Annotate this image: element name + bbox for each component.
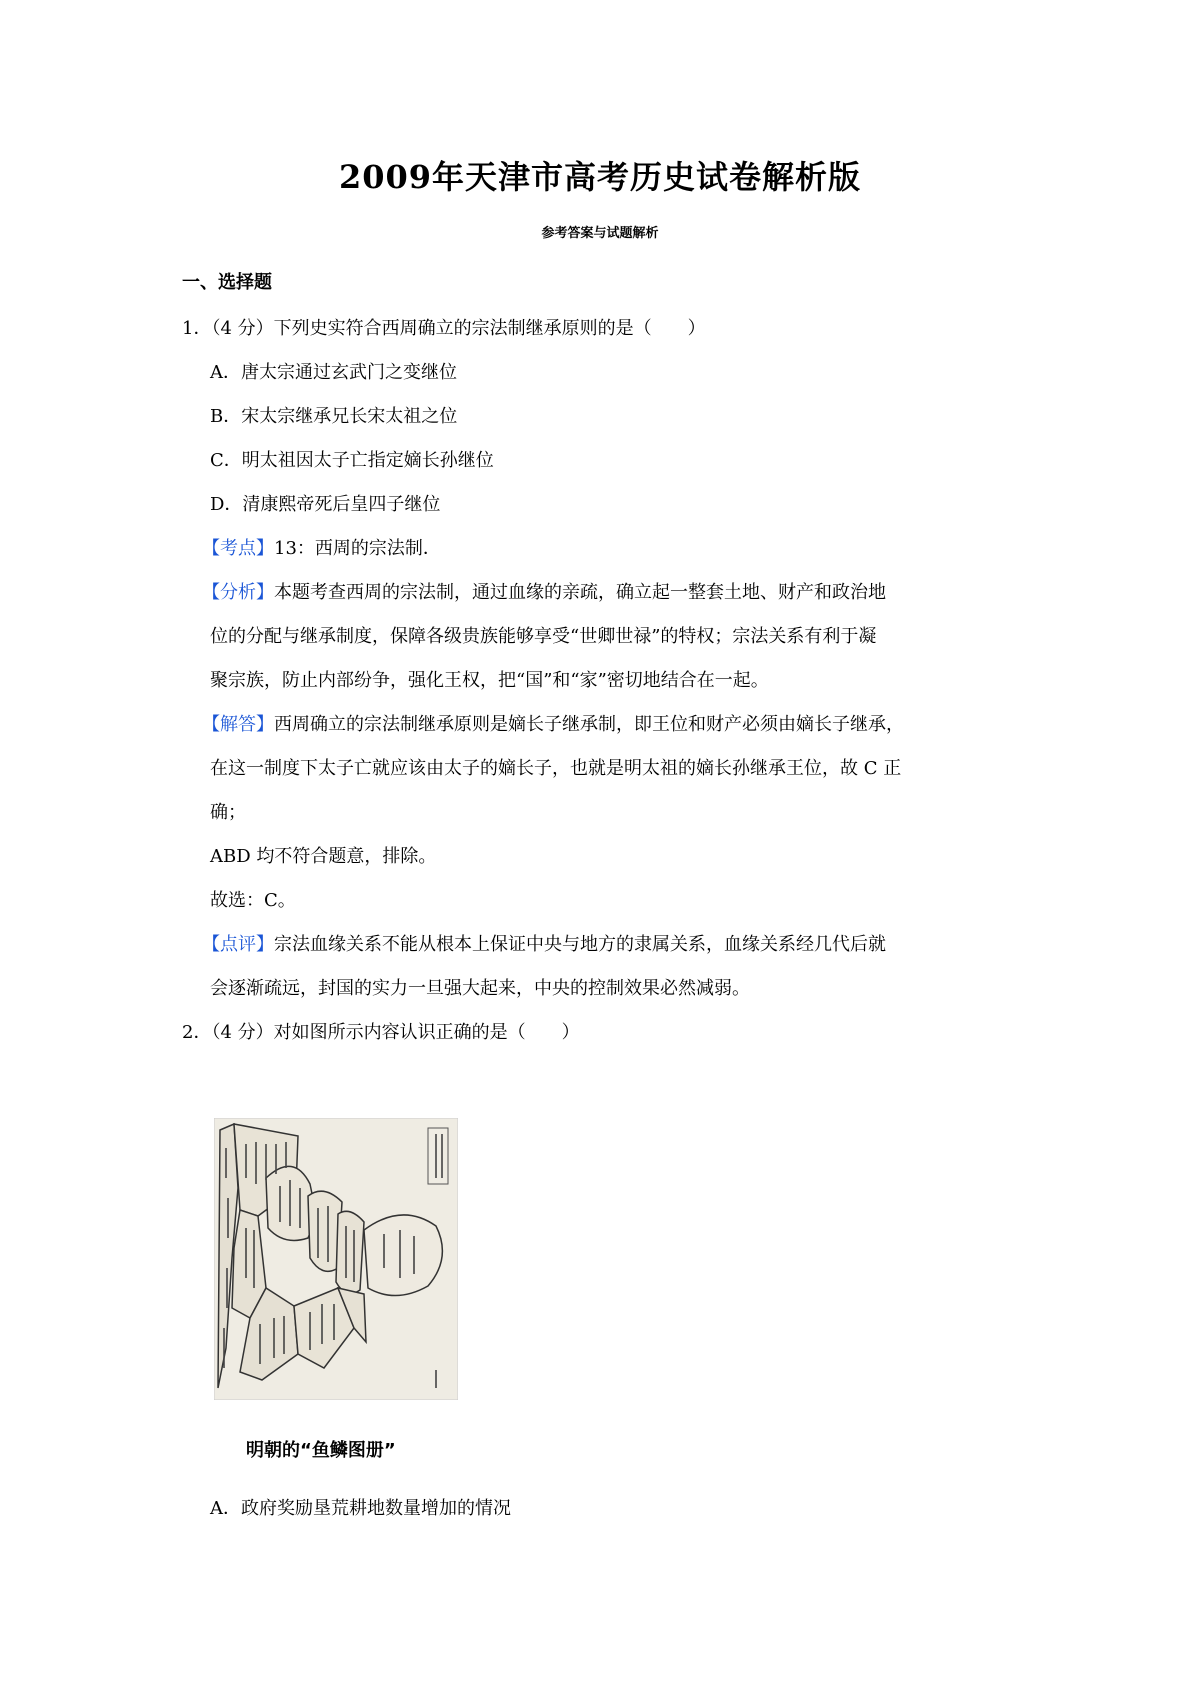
fenxi-line-1 (202, 580, 1014, 606)
page-subtitle: 参考答案与试题解析 (541, 226, 659, 241)
fenxi-line-2: 位的分配与继承制度，保障各级贵族能够享受“世卿世禄”的特权；宗法关系有利于凝 (210, 626, 877, 647)
jieda-line-1 (202, 712, 1014, 738)
dianping-line-1 (202, 932, 1014, 958)
figure-caption: 明朝的“鱼鳞图册” (246, 1440, 396, 1461)
question-1-option-c: C．明太祖因太子亡指定嫡长孙继位 (210, 450, 494, 471)
question-1-stem: 1．（4 分）下列史实符合西周确立的宗法制继承原则的是（ ） (182, 318, 706, 339)
jieda-line-5: 故选：C。 (210, 890, 296, 911)
kaodian-line (202, 536, 1014, 562)
fish-scale-register-image (214, 1118, 458, 1400)
jieda-tag: 【解答】 (202, 714, 274, 735)
question-1-option-b: B．宋太宗继承兄长宋太祖之位 (210, 406, 458, 427)
fenxi-tag: 【分析】 (202, 582, 274, 603)
jieda-line-2: 在这一制度下太子亡就应该由太子的嫡长子，也就是明太祖的嫡长孙继承王位，故 C 正 (210, 758, 902, 779)
question-1-option-d: D．清康熙帝死后皇四子继位 (210, 494, 441, 515)
jieda-text-1: 西周确立的宗法制继承原则是嫡长子继承制，即王位和财产必须由嫡长子继承， (274, 714, 904, 735)
dianping-text-1: 宗法血缘关系不能从根本上保证中央与地方的隶属关系，血缘关系经几代后就 (274, 934, 886, 955)
fish-scale-map-drawing (214, 1118, 458, 1400)
question-1-option-a: A．唐太宗通过玄武门之变继位 (210, 362, 457, 383)
kaodian-text: 13：西周的宗法制． (274, 538, 441, 559)
question-2-stem: 2．（4 分）对如图所示内容认识正确的是（ ） (182, 1022, 580, 1043)
jieda-line-4: ABD 均不符合题意，排除。 (210, 846, 437, 867)
question-2-option-a: A．政府奖励垦荒耕地数量增加的情况 (210, 1498, 511, 1519)
fenxi-text-1: 本题考查西周的宗法制，通过血缘的亲疏，确立起一整套土地、财产和政治地 (274, 582, 886, 603)
kaodian-tag: 【考点】 (202, 538, 274, 559)
jieda-line-3: 确； (210, 802, 246, 823)
dianping-line-2: 会逐渐疏远，封国的实力一旦强大起来，中央的控制效果必然减弱。 (210, 978, 750, 999)
dianping-tag: 【点评】 (202, 934, 274, 955)
page-title: 2009年天津市高考历史试卷解析版 (338, 158, 862, 196)
section-heading: 一、选择题 (182, 272, 272, 293)
fenxi-line-3: 聚宗族，防止内部纷争，强化王权，把“国”和“家”密切地结合在一起。 (210, 670, 769, 691)
